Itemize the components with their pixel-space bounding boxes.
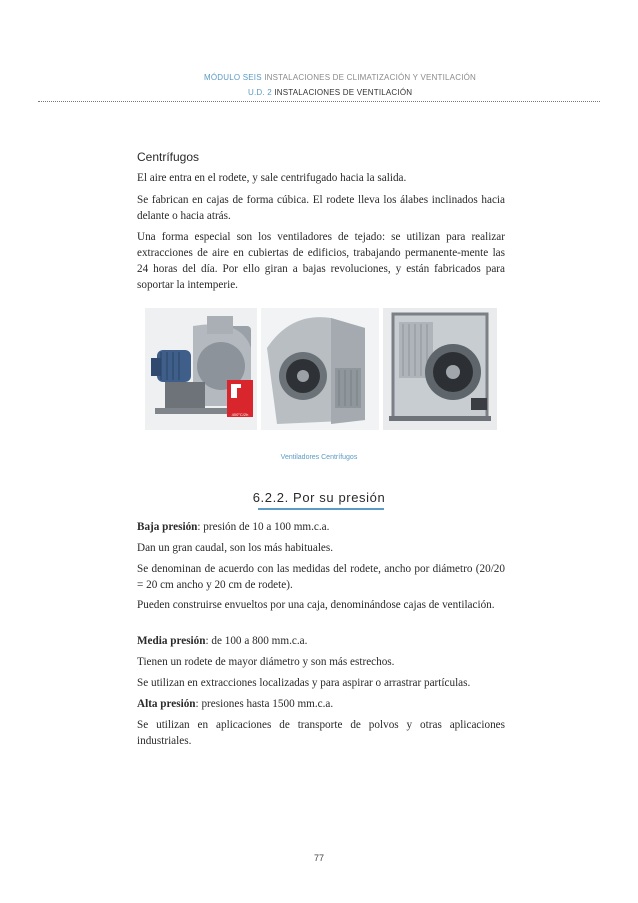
paragraph-low-pressure [137, 519, 505, 535]
subsection-heading [0, 490, 638, 505]
unit-header [248, 88, 412, 97]
photo-fan-motor [145, 308, 257, 430]
fan-photos [145, 308, 497, 430]
low-pressure-label: Baja presión [137, 521, 198, 533]
paragraph: El aire entra en el rodete, y sale centrifugado hacia la salida. [137, 172, 407, 184]
medium-pressure-text: : de 100 a 800 mm.c.a. [205, 635, 308, 647]
paragraph: Dan un gran caudal, son los más habituales. [137, 542, 334, 554]
paragraph: Tienen un rodete de mayor diámetro y son más estrechos. [137, 656, 395, 668]
fan-housing-illustration [261, 308, 379, 430]
paragraph: Una forma especial son los ventiladores de tejado: se utilizan para realizar extracciones de aire en cubiertas de edificios, trabajando permanente-mente las 24 horas del día. Por ello giran a bajas revoluciones, y están fabricados para soportar la intemperie. [137, 231, 505, 291]
paragraph: Se utilizan en extracciones localizadas y para aspirar o arrastrar partículas. [137, 677, 471, 689]
module-header [204, 73, 476, 82]
subsection-title: 6.2.2. Por su presión [252, 490, 386, 505]
module-label: MÓDULO SEIS [204, 73, 262, 82]
badge-text: 400°C/2h [227, 412, 253, 417]
paragraph: Pueden construirse envueltos por una caja, denominándose cajas de ventilación. [137, 599, 495, 611]
figure-caption: Ventiladores Centrífugos [280, 454, 358, 461]
paragraph-medium-pressure [137, 633, 505, 649]
paragraph: Se utilizan en aplicaciones de transporte de polvos y otras aplicaciones industriales. [137, 719, 505, 747]
unit-title: INSTALACIONES DE VENTILACIÓN [274, 88, 413, 97]
paragraph-high-pressure [137, 696, 505, 712]
paragraph: Se fabrican en cajas de forma cúbica. El rodete lleva los álabes inclinados hacia delante o hacia atrás. [137, 194, 505, 222]
fan-frame-illustration [383, 308, 497, 430]
page-number: 77 [313, 853, 324, 863]
photo-fan-frame [383, 308, 497, 430]
photo-fan-housing [261, 308, 379, 430]
module-title: INSTALACIONES DE CLIMATIZACIÓN Y VENTILACIÓN [264, 73, 477, 82]
heading-underline [258, 508, 384, 510]
unit-label: U.D. 2 [248, 88, 272, 97]
section-title: Centrífugos [137, 150, 200, 164]
header-divider [38, 101, 600, 102]
high-pressure-label: Alta presión [137, 698, 196, 710]
medium-pressure-label: Media presión [137, 635, 206, 647]
high-pressure-text: : presiones hasta 1500 mm.c.a. [195, 698, 334, 710]
paragraph: Se denominan de acuerdo con las medidas del rodete, ancho por diámetro (20/20 = 20 cm ancho y 20 cm de rodete). [137, 563, 505, 591]
low-pressure-text: : presión de 10 a 100 mm.c.a. [197, 521, 330, 533]
